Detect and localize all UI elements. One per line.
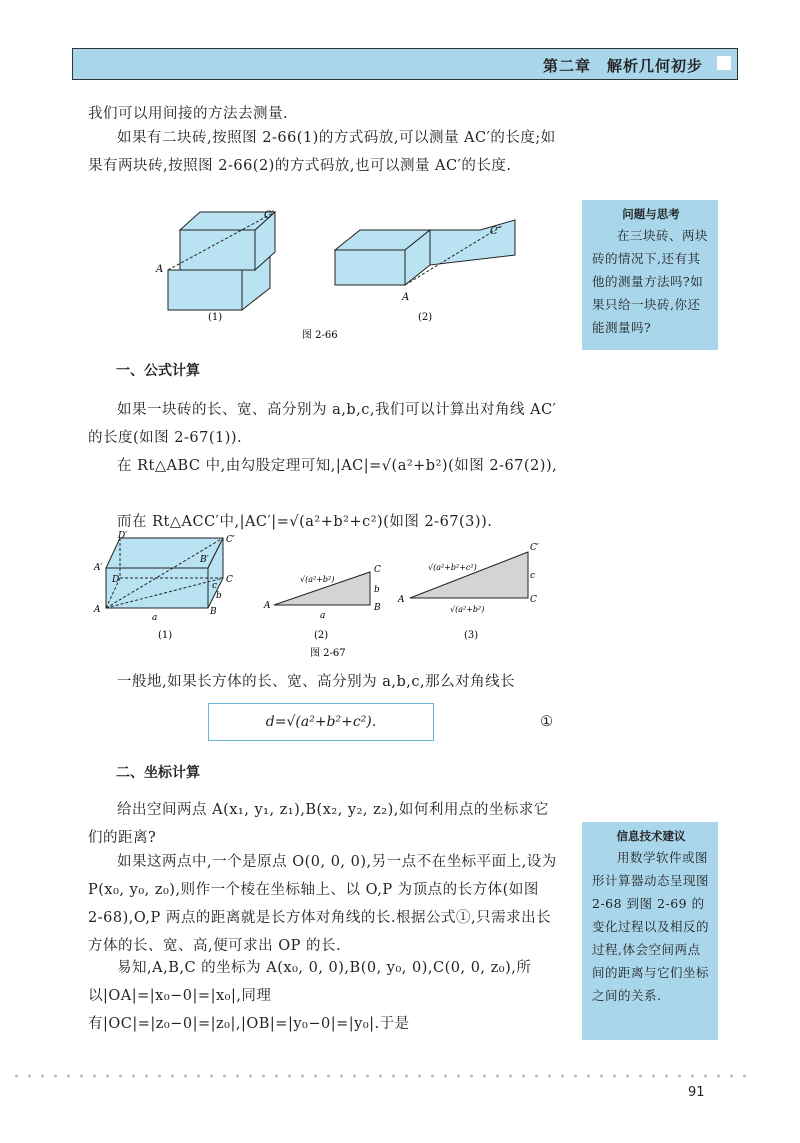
paragraph-8: 如果这两点中,一个是原点 O(0, 0, 0),另一点不在坐标平面上,设为 P(x₀, y₀, z₀),则作一个棱在坐标轴上、以 O,P 为顶点的长方体(如图 2-68),O,P 两点的距离就是长方体对角线的长.根据公式①,只需求出长方体的长、宽、高,便可求出 OP 的长. bbox=[88, 854, 557, 954]
sidebar-body: 用数学软件或图形计算器动态呈现图 2-68 到图 2-69 的变化过程以及相反的过程,体会空间两点间的距离与它们坐标之间的关系. bbox=[592, 850, 710, 1003]
edge-c: c bbox=[212, 581, 218, 591]
figure-caption: 图 2-66 bbox=[302, 330, 338, 341]
figure-2-67 bbox=[88, 530, 558, 660]
formula-box: d=√(a²+b²+c²). bbox=[208, 703, 434, 741]
header-square-icon bbox=[717, 56, 731, 70]
page-number: 91 bbox=[688, 1085, 705, 1100]
label-c2: C bbox=[374, 565, 381, 575]
box-front bbox=[106, 568, 208, 608]
paragraph-5: 而在 Rt△ACC′中,|AC′|=√(a²+b²+c²)(如图 2-67(3)). bbox=[117, 514, 493, 530]
label-c1-3: C′ bbox=[530, 543, 539, 553]
label-b: B bbox=[210, 607, 217, 617]
brick-lower-front bbox=[168, 270, 242, 310]
formula-number: ① bbox=[540, 714, 554, 730]
triangle-acc1 bbox=[410, 552, 528, 598]
label-a2: A bbox=[402, 292, 410, 303]
sidebar-title: 信息技术建议 bbox=[616, 829, 686, 843]
edge-a: a bbox=[152, 613, 158, 623]
paragraph-2: 如果有二块砖,按照图 2-66(1)的方式码放,可以测量 AC′的长度;如果有两块砖,按照图 2-66(2)的方式码放,也可以测量 AC′的长度. bbox=[88, 130, 556, 174]
label-c1: C′ bbox=[226, 535, 235, 545]
paragraph-1: 我们可以用间接的方法去测量. bbox=[88, 106, 289, 122]
label-c1: C′ bbox=[264, 210, 274, 221]
label-a2: A bbox=[264, 601, 271, 611]
sidebar-title: 问题与思考 bbox=[622, 207, 680, 221]
figure-2-66 bbox=[150, 200, 530, 350]
label-bb2: B bbox=[374, 603, 381, 613]
label-c2: C′ bbox=[490, 226, 500, 237]
fig66-stack bbox=[168, 212, 275, 310]
label-hyp3: √(a²+b²+c²) bbox=[428, 563, 477, 572]
brick-right bbox=[430, 220, 515, 265]
sub-caption-1: (1) bbox=[208, 312, 223, 323]
label-base3: √(a²+b²) bbox=[450, 605, 485, 614]
paragraph-9: 易知,A,B,C 的坐标为 A(x₀, 0, 0),B(0, y₀, 0),C(0, 0, z₀),所以|OA|=|x₀−0|=|x₀|,同理有|OC|=|z₀−0|=|z₀|,|OB|=|y₀−0|=|y₀|.于是 bbox=[88, 960, 532, 1032]
sub-caption-2: (2) bbox=[418, 312, 433, 323]
section-heading-2: 二、坐标计算 bbox=[116, 765, 200, 781]
figure-caption: 图 2-67 bbox=[310, 648, 346, 659]
sidebar-problem bbox=[582, 200, 718, 350]
label-b1: B′ bbox=[200, 555, 209, 565]
fig67-box bbox=[106, 538, 223, 608]
label-a1: A bbox=[156, 264, 164, 275]
label-b2: b bbox=[374, 585, 380, 595]
brick-upper-front bbox=[180, 230, 255, 270]
sidebar-info-tech bbox=[582, 822, 718, 1040]
sub-caption-1: (1) bbox=[158, 630, 173, 641]
footer-dotted-divider bbox=[10, 1074, 750, 1078]
label-c: C bbox=[226, 575, 233, 585]
label-cc3: C bbox=[530, 595, 537, 605]
label-ab2: a bbox=[320, 611, 326, 621]
paragraph-7: 给出空间两点 A(x₁, y₁, z₁),B(x₂, y₂, z₂),如何利用点的坐标求它们的距离? bbox=[88, 802, 549, 846]
paragraph-6: 一般地,如果长方体的长、宽、高分别为 a,b,c,那么对角线长 bbox=[117, 674, 516, 690]
label-hyp2: √(a²+b²) bbox=[300, 575, 335, 584]
label-a3: A bbox=[398, 595, 405, 605]
label-edge-c3: c bbox=[530, 571, 536, 581]
sidebar-body: 在三块砖、两块砖的情况下,还有其他的测量方法吗?如果只给一块砖,你还能测量吗? bbox=[592, 228, 709, 335]
paragraph-3: 如果一块砖的长、宽、高分别为 a,b,c,我们可以计算出对角线 AC′的长度(如图 2-67(1)). bbox=[88, 402, 557, 446]
brick-left-front bbox=[335, 250, 405, 285]
label-d1: D′ bbox=[118, 531, 128, 541]
paragraph-4: 在 Rt△ABC 中,由勾股定理可知,|AC|=√(a²+b²)(如图 2-67(2)), bbox=[117, 458, 558, 474]
label-a1: A′ bbox=[94, 563, 103, 573]
sub-caption-2: (2) bbox=[314, 630, 329, 641]
sub-caption-3: (3) bbox=[464, 630, 479, 641]
fig66-offset bbox=[335, 220, 515, 285]
chapter-header bbox=[72, 48, 738, 80]
label-a: A bbox=[94, 605, 101, 615]
label-d: D bbox=[112, 575, 120, 585]
section-heading-1: 一、公式计算 bbox=[116, 363, 200, 379]
chapter-title: 第二章 解析几何初步 bbox=[542, 57, 703, 75]
edge-b: b bbox=[216, 591, 222, 601]
